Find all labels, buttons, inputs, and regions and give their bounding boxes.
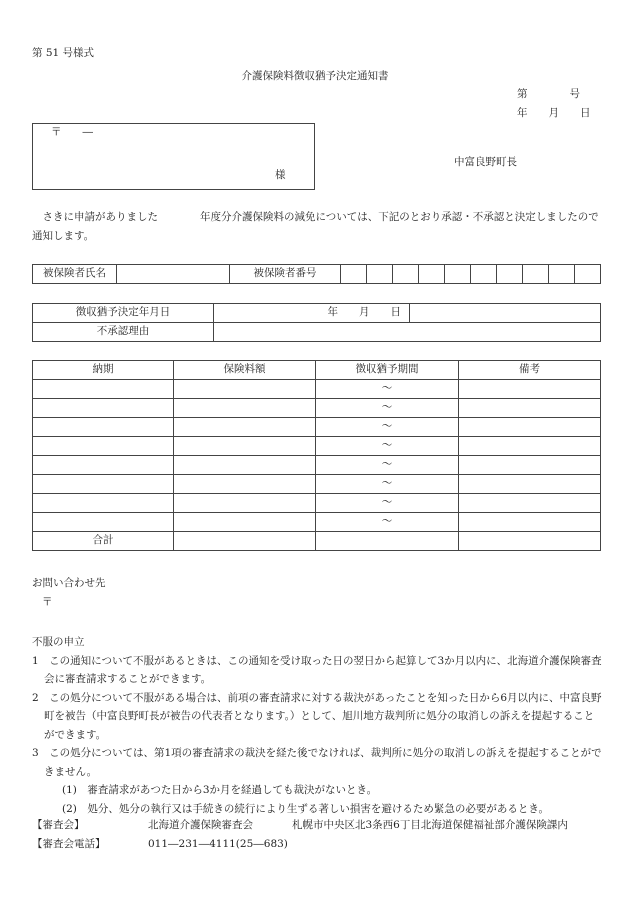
issuer-name: 中富良野町長: [454, 156, 517, 168]
total-amount-cell: [174, 532, 316, 551]
appeal-sub-item: (1) 審査請求があつた日から3か月を経過しても裁決がないとき。: [62, 784, 378, 796]
payment-schedule-table: [32, 360, 601, 551]
remarks-cell: [459, 380, 601, 399]
decision-date-value: 年 月 日: [214, 304, 410, 323]
insured-number-digit: [523, 265, 549, 284]
payment-schedule-body: [33, 361, 601, 551]
table-row: [33, 494, 601, 513]
premium-amount-cell: [174, 399, 316, 418]
header-deferral-period: 徴収猶予期間: [316, 361, 459, 380]
table-row: [33, 380, 601, 399]
appeal-item: 2 この処分について不服がある場合は、前項の審査請求に対する裁決があったことを知った日から6月以内に、中富良野町を被告（中富良野町長が被告の代表者となります。）として、旭川地方裁判所に処分の取消しの訴えを提起することができます。: [32, 691, 602, 741]
deferral-period-cell: ～: [316, 437, 459, 456]
review-board-address: 札幌市中央区北3条西6丁目北海道保健福祉部介護保険課内: [292, 819, 568, 831]
review-board-label: 【審査会】: [32, 819, 85, 831]
premium-amount-cell: [174, 475, 316, 494]
premium-amount-cell: [174, 380, 316, 399]
decision-table: [32, 303, 601, 342]
appeal-sub-item: (2) 処分、処分の執行又は手続きの続行により生ずる著しい損害を避けるため緊急の必要があるとき。: [62, 802, 549, 815]
deferral-period-cell: ～: [316, 475, 459, 494]
document-date: 年 月 日: [517, 107, 591, 119]
remarks-cell: [459, 418, 601, 437]
insured-number-digit: [419, 265, 445, 284]
total-period-cell: [316, 532, 459, 551]
total-label: 合計: [33, 532, 174, 551]
premium-amount-cell: [174, 513, 316, 532]
deferral-period-cell: ～: [316, 399, 459, 418]
remarks-cell: [459, 494, 601, 513]
deferral-period-cell: ～: [316, 456, 459, 475]
due-date-cell: [33, 513, 174, 532]
due-date-cell: [33, 456, 174, 475]
insured-number-digit: [341, 265, 367, 284]
remarks-cell: [459, 475, 601, 494]
decision-date-extra: [410, 304, 601, 323]
rejection-reason-label: 不承認理由: [33, 323, 214, 342]
appeal-item: 3 この処分については、第1項の審査請求の裁決を経た後でなければ、裁判所に処分の取消しの訴えを提起することができません。: [32, 747, 602, 778]
rejection-reason-value: [214, 323, 601, 342]
due-date-cell: [33, 494, 174, 513]
review-board-phone: 011―231―4111(25―683): [148, 838, 288, 850]
header-remarks: 備考: [459, 361, 601, 380]
recipient-address-box: [32, 123, 315, 190]
table-row: [33, 399, 601, 418]
due-date-cell: [33, 475, 174, 494]
deferral-period-cell: ～: [316, 418, 459, 437]
header-due-date: 納期: [33, 361, 174, 380]
due-date-cell: [33, 399, 174, 418]
premium-amount-cell: [174, 494, 316, 513]
deferral-period-cell: ～: [316, 494, 459, 513]
review-board-name: 北海道介護保険審査会: [148, 819, 253, 831]
review-board-row: [32, 818, 568, 833]
inquiry-postal-mark: 〒: [42, 596, 53, 608]
notice-body: さきに申請がありました 年度分介護保険料の減免については、下記のとおり承認・不承認と決定しましたので通知します。: [32, 211, 599, 242]
remarks-cell: [459, 437, 601, 456]
premium-amount-cell: [174, 456, 316, 475]
review-board-phone-row: [32, 837, 288, 852]
insured-number-digit: [367, 265, 393, 284]
deferral-period-cell: ～: [316, 380, 459, 399]
insured-number-digit: [575, 265, 601, 284]
table-row: [33, 418, 601, 437]
document-title: 介護保険料徴収猶予決定通知書: [241, 70, 389, 82]
review-board-phone-label: 【審査会電話】: [32, 838, 106, 850]
inquiry-label: お問い合わせ先: [32, 577, 106, 589]
insured-number-digit: [549, 265, 575, 284]
due-date-cell: [33, 437, 174, 456]
document-number: 第 号: [517, 88, 580, 100]
table-row: [33, 437, 601, 456]
insured-number-digit: [497, 265, 523, 284]
appeal-title: 不服の申立: [32, 636, 85, 648]
insured-name-label: 被保険者氏名: [33, 265, 117, 284]
appeal-section: [32, 633, 602, 818]
postal-code-mark: 〒 ―: [51, 126, 93, 138]
insured-person-table: [32, 264, 601, 284]
premium-amount-cell: [174, 418, 316, 437]
table-row: [33, 513, 601, 532]
remarks-cell: [459, 456, 601, 475]
decision-date-label: 徴収猶予決定年月日: [33, 304, 214, 323]
table-row: [33, 456, 601, 475]
table-header-row: [33, 361, 601, 380]
remarks-cell: [459, 399, 601, 418]
total-remarks-cell: [459, 532, 601, 551]
table-row: [33, 475, 601, 494]
premium-amount-cell: [174, 437, 316, 456]
insured-number-digit: [393, 265, 419, 284]
insured-name-cell: [117, 265, 230, 284]
recipient-honorific: 様: [275, 169, 286, 181]
appeal-item: 1 この通知について不服があるときは、この通知を受け取った日の翌日から起算して3か月以内に、北海道介護保険審査会に審査請求することができます。: [32, 654, 602, 685]
header-premium-amount: 保険料額: [174, 361, 316, 380]
total-row: [33, 532, 601, 551]
due-date-cell: [33, 418, 174, 437]
deferral-period-cell: ～: [316, 513, 459, 532]
insured-number-digit: [445, 265, 471, 284]
insured-number-label: 被保険者番号: [230, 265, 341, 284]
insured-number-digit: [471, 265, 497, 284]
due-date-cell: [33, 380, 174, 399]
form-number: 第 51 号様式: [32, 47, 95, 59]
remarks-cell: [459, 513, 601, 532]
